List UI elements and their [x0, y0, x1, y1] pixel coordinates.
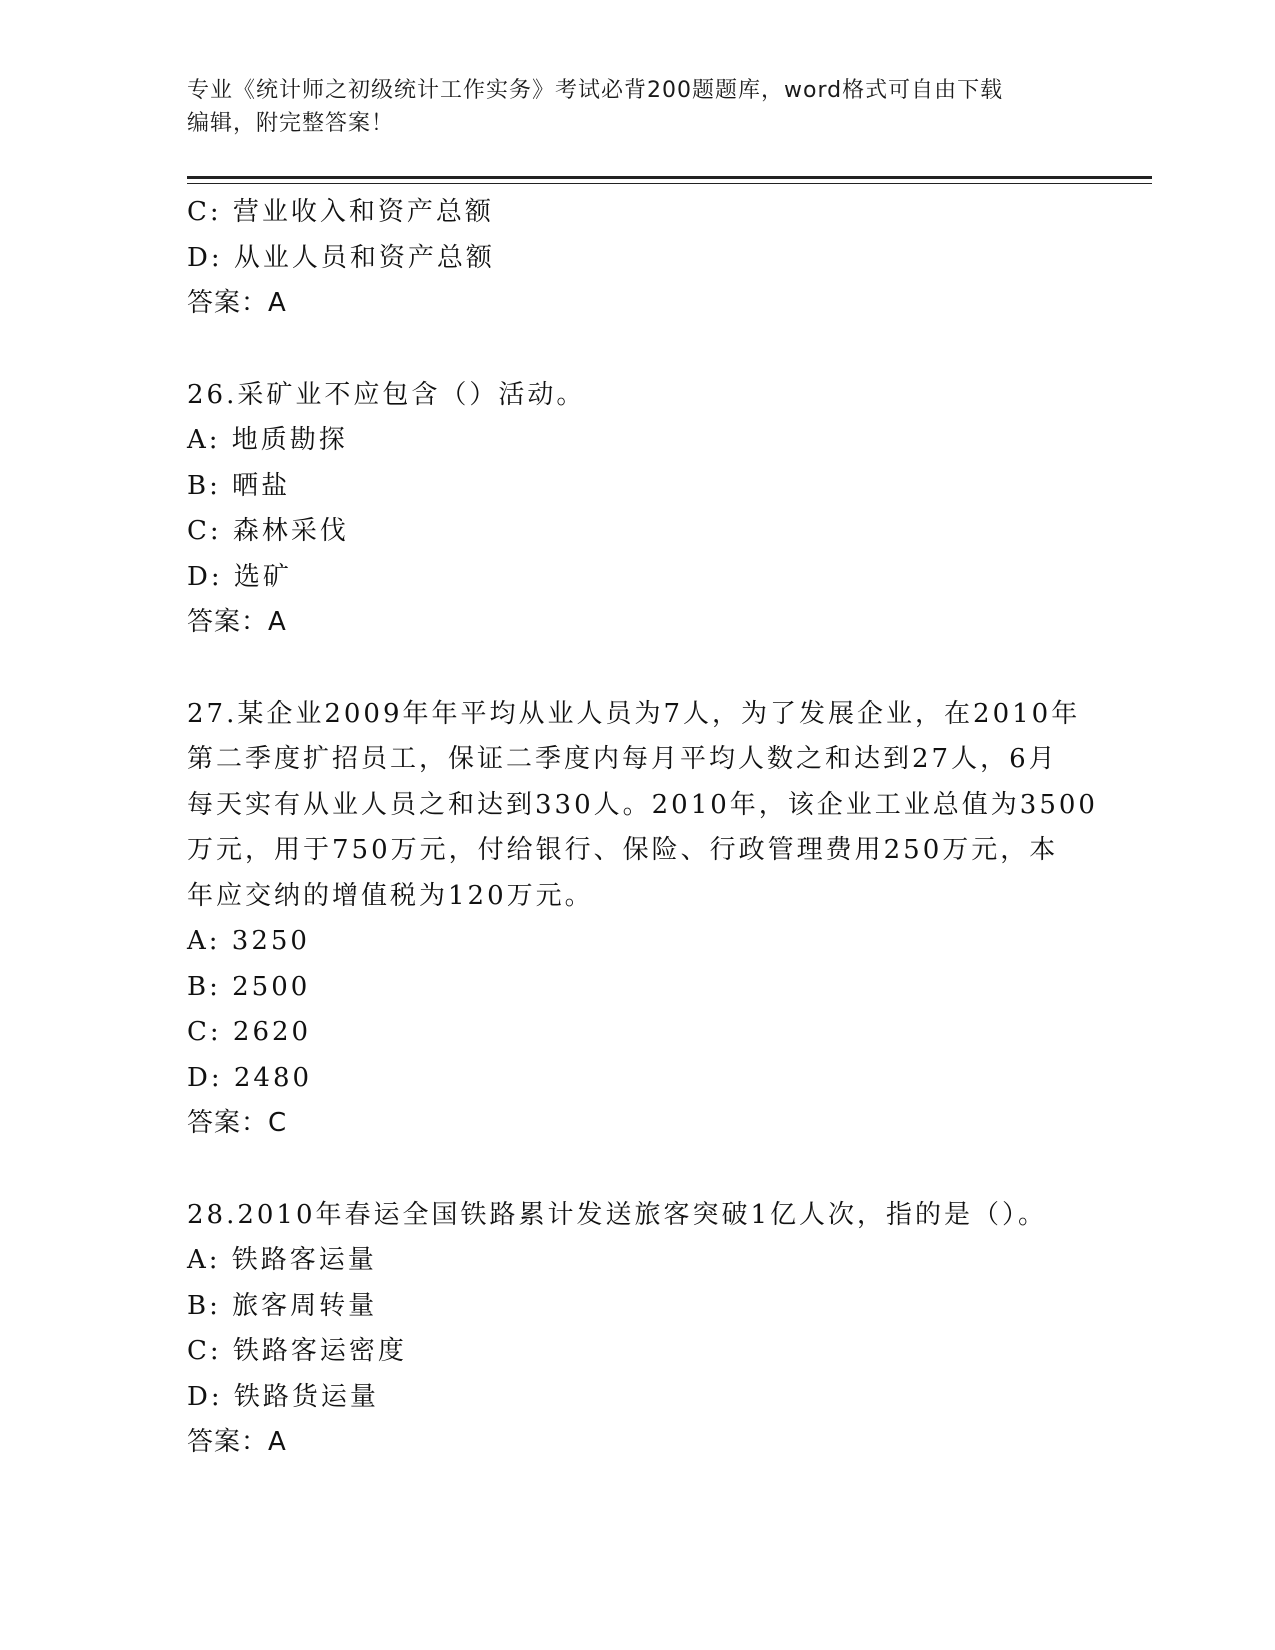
answer-label: 答案：C — [187, 1108, 288, 1138]
option-c: C: 森林采伐 — [187, 516, 349, 546]
spacer — [187, 646, 1087, 692]
question-stem-line: 27.某企业2009年年平均从业人员为7人，为了发展企业，在2010年 — [187, 698, 1081, 729]
option-b: B: 旅客周转量 — [187, 1290, 378, 1321]
option-a: A: 地质勘探 — [187, 425, 348, 455]
option-c: C: 铁路客运密度 — [187, 1336, 407, 1366]
answer-label: 答案：A — [187, 607, 287, 637]
option-d: D: 2480 — [187, 1062, 313, 1093]
question-stem: 28.2010年春运全国铁路累计发送旅客突破1亿人次，指的是（）。 — [187, 1199, 1048, 1230]
header-rule-thick — [187, 176, 1152, 179]
question-27 — [187, 692, 1098, 1147]
question-25-tail — [187, 190, 1087, 327]
question-stem-line: 年应交纳的增值税为120万元。 — [187, 880, 594, 911]
question-list — [187, 190, 1098, 1466]
question-stem-line: 万元，用于750万元，付给银行、保险、行政管理费用250万元，本 — [187, 835, 1059, 865]
option-b: B: 晒盐 — [187, 470, 291, 501]
header-rule-thin — [187, 183, 1152, 184]
answer-label: 答案：A — [187, 288, 287, 318]
page-header — [187, 74, 1067, 140]
spacer — [187, 1147, 1087, 1193]
question-28 — [187, 1193, 1087, 1466]
header-line-2: 编辑，附完整答案！ — [187, 111, 395, 136]
option-c: C: 2620 — [187, 1017, 312, 1047]
question-stem-line: 第二季度扩招员工，保证二季度内每月平均人数之和达到27人，6月 — [187, 744, 1058, 774]
question-26 — [187, 373, 1087, 646]
question-stem-line: 每天实有从业人员之和达到330人。2010年，该企业工业总值为3500 — [187, 789, 1098, 820]
header-line-1: 专业《统计师之初级统计工作实务》考试必背200题题库，word格式可自由下载 — [187, 78, 1004, 103]
option-a: A: 铁路客运量 — [187, 1245, 377, 1275]
option-c: C: 营业收入和资产总额 — [187, 197, 494, 227]
option-d: D: 铁路货运量 — [187, 1381, 379, 1412]
option-d: D: 选矿 — [187, 561, 292, 592]
answer-label: 答案：A — [187, 1427, 287, 1457]
option-d: D: 从业人员和资产总额 — [187, 242, 495, 273]
option-a: A: 3250 — [187, 926, 310, 956]
option-b: B: 2500 — [187, 971, 311, 1002]
spacer — [187, 327, 1087, 373]
question-stem: 26.采矿业不应包含（）活动。 — [187, 379, 586, 410]
